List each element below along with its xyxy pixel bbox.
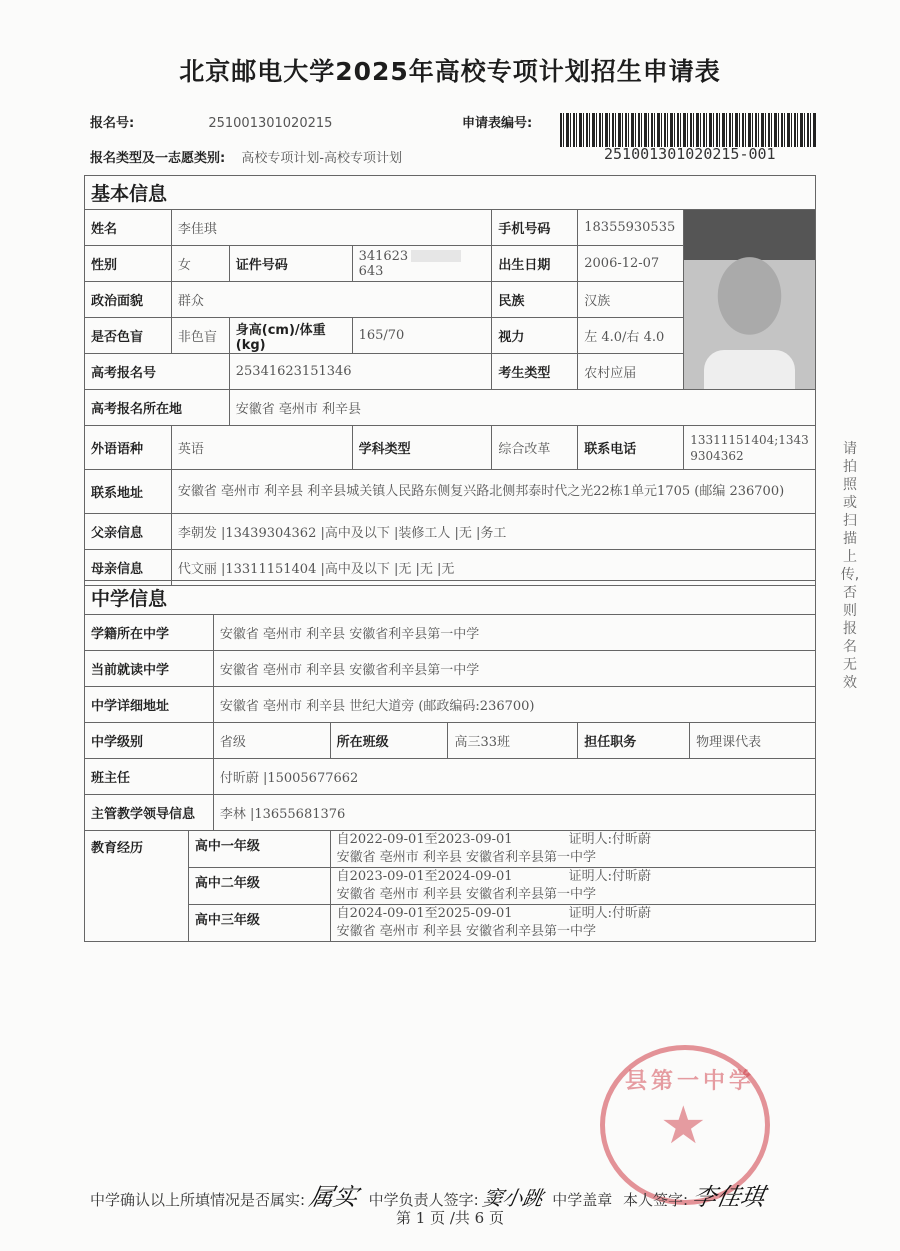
birth-label: 出生日期 (492, 246, 578, 282)
id-value (352, 246, 492, 282)
seal-text: 县第一中学 (624, 1068, 755, 1094)
id-redaction (411, 250, 461, 262)
student-type-label: 考生类型 (492, 354, 578, 390)
reg-no-row (90, 112, 332, 131)
barcode (560, 113, 816, 147)
edu-witness: 证明人:付昕蔚 (568, 832, 651, 847)
school-level-label: 中学级别 (85, 723, 214, 759)
section-school: 中学信息 (85, 581, 816, 615)
seal-star-icon: ★ (660, 1096, 707, 1156)
id-prefix: 341623 (358, 248, 409, 264)
contact-phone-label: 联系电话 (578, 426, 684, 470)
name-value: 李佳琪 (171, 210, 492, 246)
role-value: 物理课代表 (690, 723, 816, 759)
leader-value: 李林 |13655681376 (213, 795, 815, 831)
section-basic: 基本信息 (85, 176, 816, 210)
vision-value: 左 4.0/右 4.0 (578, 318, 684, 354)
applicant-photo (684, 210, 816, 390)
vision-label: 视力 (492, 318, 578, 354)
edu-period: 自2022-09-01至2023-09-01 (336, 832, 513, 847)
enrolled-school-value: 安徽省 亳州市 利辛县 安徽省利辛县第一中学 (213, 615, 815, 651)
type-value: 高校专项计划-高校专项计划 (241, 151, 403, 166)
page-title: 北京邮电大学2025年高校专项计划招生申请表 (179, 57, 721, 86)
enrolled-school-label: 学籍所在中学 (85, 615, 214, 651)
stamp-label: 中学盖章 (552, 1191, 613, 1209)
teacher-label: 班主任 (85, 759, 214, 795)
subject-label: 学科类型 (352, 426, 492, 470)
father-value: 李朝发 |13439304362 |高中及以下 |装修工人 |无 |务工 (171, 514, 815, 550)
edu-grade: 高中三年级 (188, 905, 330, 942)
application-form (84, 175, 816, 586)
principal-signature: 窦小跳 (481, 1186, 546, 1210)
edu-entry (330, 868, 815, 905)
edu-school: 安徽省 亳州市 利辛县 安徽省利辛县第一中学 (336, 850, 597, 865)
gender-label: 性别 (85, 246, 172, 282)
side-note: 请拍照或扫描上传,否则报名无效 (840, 441, 860, 691)
role-label: 担任职务 (578, 723, 690, 759)
ethnic-value: 汉族 (578, 282, 684, 318)
id-label: 证件号码 (229, 246, 352, 282)
colorblind-label: 是否色盲 (85, 318, 172, 354)
phone-value: 18355930535 (578, 210, 684, 246)
student-type-value: 农村应届 (578, 354, 684, 390)
edu-grade: 高中一年级 (188, 831, 330, 868)
edu-witness: 证明人:付昕蔚 (568, 869, 651, 884)
lang-label: 外语语种 (85, 426, 172, 470)
lang-value: 英语 (171, 426, 352, 470)
edu-period: 自2023-09-01至2024-09-01 (336, 869, 513, 884)
reg-no-label: 报名号: (90, 116, 135, 131)
edu-witness: 证明人:付昕蔚 (568, 906, 651, 921)
edu-entry (330, 905, 815, 942)
colorblind-value: 非色盲 (171, 318, 229, 354)
gender-value: 女 (171, 246, 229, 282)
class-value: 高三33班 (448, 723, 578, 759)
birth-value: 2006-12-07 (578, 246, 684, 282)
name-label: 姓名 (85, 210, 172, 246)
edu-school: 安徽省 亳州市 利辛县 安徽省利辛县第一中学 (336, 924, 597, 939)
type-row (90, 147, 402, 166)
politics-label: 政治面貌 (85, 282, 172, 318)
edu-grade: 高中二年级 (188, 868, 330, 905)
app-no-value: 251001301020215-001 (604, 145, 776, 163)
id-suffix: 643 (358, 263, 384, 279)
phone-label: 手机号码 (492, 210, 578, 246)
leader-label: 主管教学领导信息 (85, 795, 214, 831)
mother-value: 代文丽 |13311151404 |高中及以下 |无 |无 |无 (171, 550, 815, 586)
height-weight-value: 165/70 (352, 318, 492, 354)
current-school-label: 当前就读中学 (85, 651, 214, 687)
self-signature: 李佳琪 (689, 1183, 767, 1211)
edu-period: 自2024-09-01至2025-09-01 (336, 906, 513, 921)
confirm-signature: 属实 (306, 1183, 360, 1211)
subject-value: 综合改革 (492, 426, 578, 470)
exam-no-label: 高考报名号 (85, 354, 230, 390)
page-number: 第 1 页 /共 6 页 (396, 1209, 504, 1227)
edu-school: 安徽省 亳州市 利辛县 安徽省利辛县第一中学 (336, 887, 597, 902)
reg-no-value: 251001301020215 (208, 116, 333, 131)
class-label: 所在班级 (330, 723, 448, 759)
confirm-label: 中学确认以上所填情况是否属实: (90, 1191, 306, 1209)
app-no-label-wrap (462, 112, 532, 131)
teacher-value: 付昕蔚 |15005677662 (213, 759, 815, 795)
address-value: 安徽省 亳州市 利辛县 利辛县城关镇人民路东侧复兴路北侧邦泰时代之光22栋1单元1705 (邮编 236700) (171, 470, 815, 514)
app-no-label: 申请表编号: (462, 116, 533, 131)
school-level-value: 省级 (213, 723, 330, 759)
current-school-value: 安徽省 亳州市 利辛县 安徽省利辛县第一中学 (213, 651, 815, 687)
mother-label: 母亲信息 (85, 550, 172, 586)
self-sign-label: 本人签字: (623, 1191, 689, 1209)
contact-phone-value: 13311151404;13439304362 (684, 426, 816, 470)
politics-value: 群众 (171, 282, 492, 318)
edu-label: 教育经历 (85, 831, 189, 942)
father-label: 父亲信息 (85, 514, 172, 550)
exam-no-value: 25341623151346 (229, 354, 492, 390)
school-form (84, 580, 816, 942)
type-label: 报名类型及一志愿类别: (90, 151, 226, 166)
principal-label: 中学负责人签字: (368, 1191, 479, 1209)
edu-entry (330, 831, 815, 868)
ethnic-label: 民族 (492, 282, 578, 318)
exam-loc-label: 高考报名所在地 (85, 390, 230, 426)
height-weight-label: 身高(cm)/体重(kg) (229, 318, 352, 354)
school-address-label: 中学详细地址 (85, 687, 214, 723)
address-label: 联系地址 (85, 470, 172, 514)
school-address-value: 安徽省 亳州市 利辛县 世纪大道旁 (邮政编码:236700) (213, 687, 815, 723)
exam-loc-value: 安徽省 亳州市 利辛县 (229, 390, 815, 426)
